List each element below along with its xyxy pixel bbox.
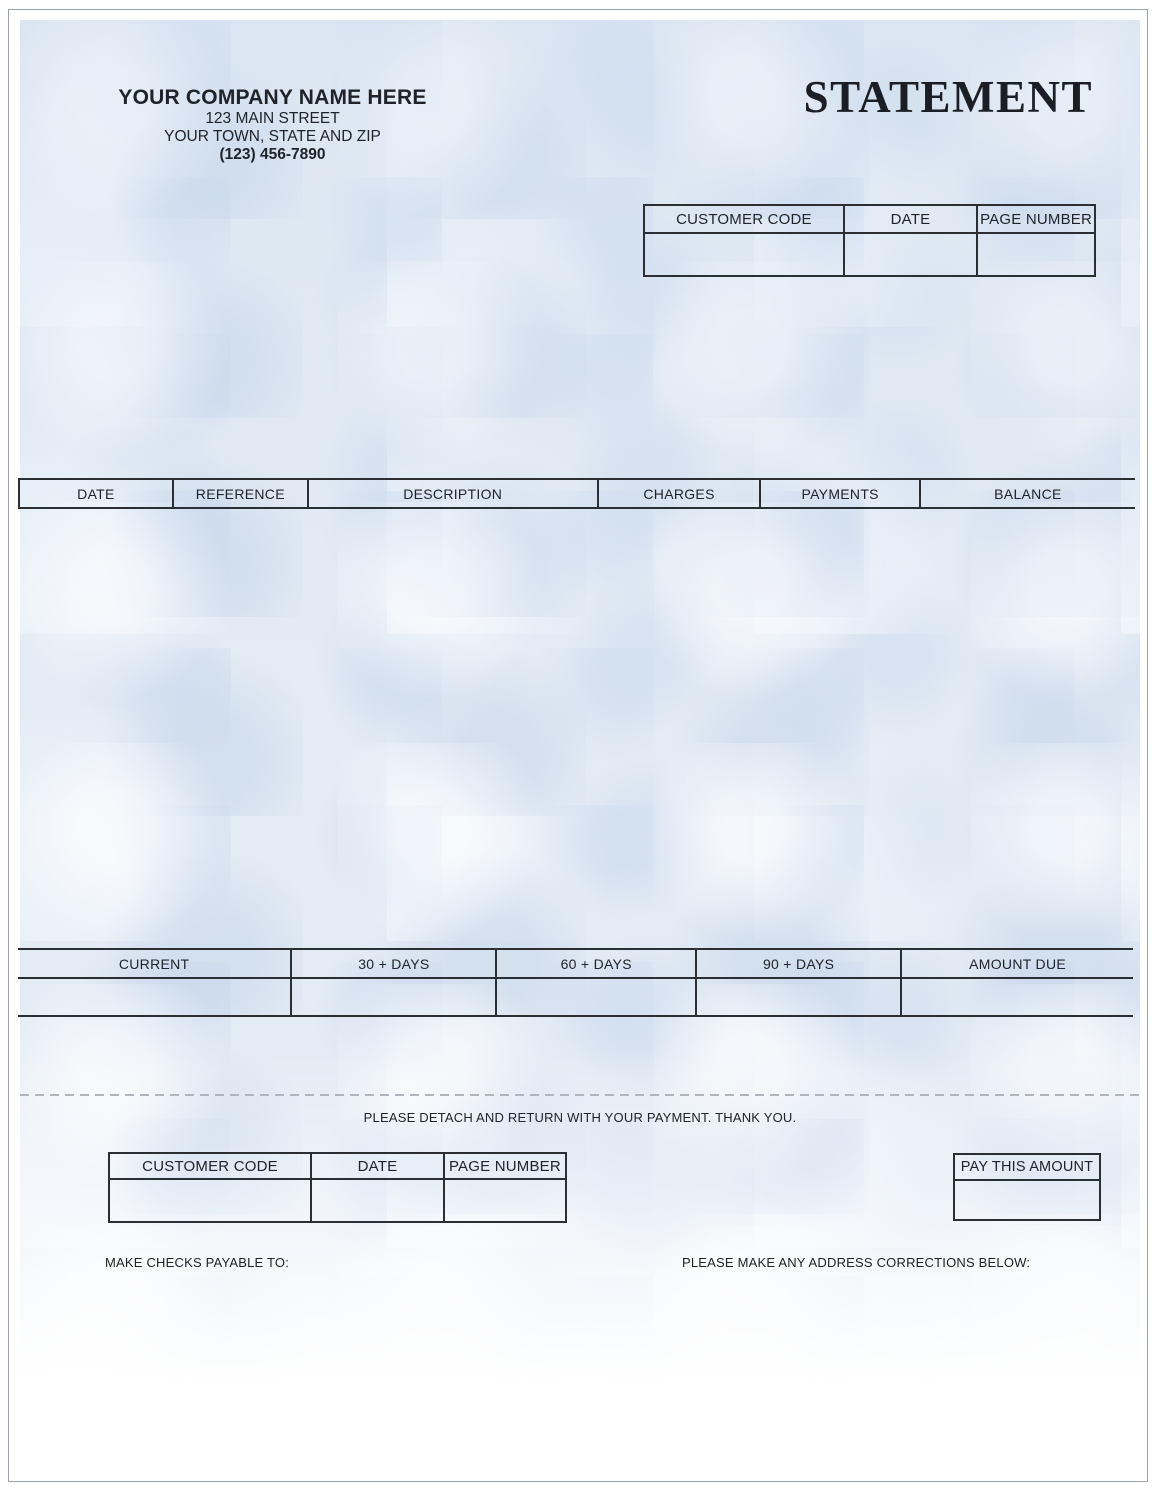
stub-date-label: DATE — [312, 1154, 445, 1178]
aging-col-90-days: 90 + DAYS — [697, 950, 902, 977]
aging-table — [18, 948, 1133, 1017]
aging-col-amount-due: AMOUNT DUE — [969, 955, 1066, 972]
header-info-table-value-row — [645, 234, 1094, 275]
aging-col-current: CURRENT — [18, 950, 292, 977]
detail-col-description: DESCRIPTION — [309, 480, 599, 507]
aging-90-days-value — [697, 979, 902, 1015]
pay-amount-label: PAY THIS AMOUNT — [960, 1159, 1094, 1175]
aging-60-days-value — [497, 979, 697, 1015]
detail-col-charges: CHARGES — [599, 480, 762, 507]
detail-col-payments: PAYMENTS — [761, 480, 920, 507]
detail-col-reference: REFERENCE — [174, 480, 309, 507]
pay-amount-header-row — [955, 1155, 1099, 1181]
header-page-number-label: PAGE NUMBER — [980, 210, 1093, 228]
stub-customer-code-value — [110, 1180, 312, 1221]
company-phone: (123) 456-7890 — [219, 146, 326, 163]
aging-col-60-days: 60 + DAYS — [497, 950, 697, 977]
company-address-line1: 123 MAIN STREET — [205, 110, 340, 127]
stub-customer-code-label: CUSTOMER CODE — [110, 1154, 312, 1178]
stub-date-value — [312, 1180, 445, 1221]
address-corrections-label: PLEASE MAKE ANY ADDRESS CORRECTIONS BELOW: — [682, 1255, 1031, 1270]
perforation-dashed-line — [20, 1094, 1140, 1096]
stub-info-header-row — [110, 1154, 565, 1180]
header-customer-code-value — [645, 234, 845, 275]
stub-page-number-value — [445, 1180, 565, 1221]
aging-col-30-days: 30 + DAYS — [292, 950, 497, 977]
stub-page-number-label: PAGE NUMBER — [448, 1157, 561, 1175]
header-page-number-value — [978, 234, 1094, 275]
aging-value-row — [18, 979, 1133, 1015]
company-name: YOUR COMPANY NAME HERE — [118, 86, 427, 109]
aging-header-row — [18, 950, 1133, 979]
detail-col-date: DATE — [20, 480, 174, 507]
aging-current-value — [18, 979, 292, 1015]
detach-notice: PLEASE DETACH AND RETURN WITH YOUR PAYMENT. THANK YOU. — [363, 1110, 797, 1125]
stub-info-table — [108, 1152, 567, 1223]
detail-table-header — [18, 478, 1135, 509]
header-info-table-header-row — [645, 206, 1094, 234]
make-checks-payable-label: MAKE CHECKS PAYABLE TO: — [105, 1255, 290, 1270]
page-title: STATEMENT — [803, 72, 1093, 122]
header-info-table — [643, 204, 1096, 277]
header-customer-code-label: CUSTOMER CODE — [645, 206, 845, 232]
header-date-value — [845, 234, 978, 275]
company-block — [100, 86, 445, 164]
detail-col-balance: BALANCE — [994, 485, 1062, 502]
pay-amount-value-row — [955, 1181, 1099, 1219]
aging-amount-due-value — [902, 979, 1133, 1015]
aging-30-days-value — [292, 979, 497, 1015]
header-date-label: DATE — [845, 206, 978, 232]
stub-info-value-row — [110, 1180, 565, 1221]
pay-amount-box — [953, 1153, 1101, 1221]
company-address-line2: YOUR TOWN, STATE AND ZIP — [164, 128, 381, 145]
pay-amount-value — [955, 1181, 1099, 1219]
